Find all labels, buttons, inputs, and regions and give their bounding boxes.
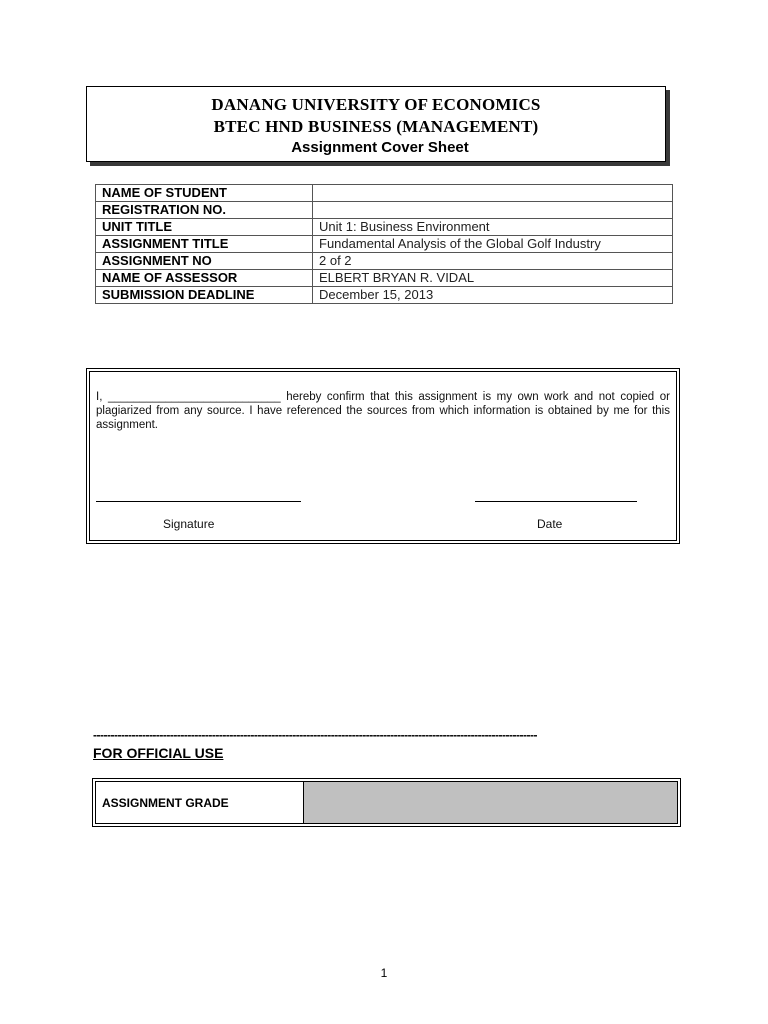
table-row [96, 219, 673, 236]
assessor-label: NAME OF ASSESSOR [96, 270, 313, 287]
page-number: 1 [380, 966, 388, 980]
declaration-text: I, ___________________________ hereby confirm that this assignment is my own work and not copied or plagiarized from any source. I have referenced the sources from which information is obtained by me for this assignment. [96, 391, 670, 431]
student-name-label: NAME OF STUDENT [96, 185, 313, 202]
assignment-title-label: ASSIGNMENT TITLE [96, 236, 313, 253]
info-table [95, 184, 673, 304]
table-row [96, 270, 673, 287]
deadline-label: SUBMISSION DEADLINE [96, 287, 313, 304]
assignment-grade-field[interactable] [304, 782, 677, 823]
university-name: DANANG UNIVERSITY OF ECONOMICS [211, 95, 541, 114]
declaration-inner [89, 371, 677, 541]
grade-box [92, 778, 681, 827]
assignment-grade-label: ASSIGNMENT GRADE [96, 782, 304, 823]
table-row [96, 287, 673, 304]
table-row [96, 185, 673, 202]
table-row [96, 253, 673, 270]
date-line[interactable] [475, 501, 637, 502]
separator-line: ------------------------------------------------------------------------------------------------------------------------------- [93, 728, 538, 742]
unit-title-value: Unit 1: Business Environment [313, 219, 673, 236]
assignment-title-value: Fundamental Analysis of the Global Golf Industry [313, 236, 673, 253]
unit-title-label: UNIT TITLE [96, 219, 313, 236]
assignment-no-label: ASSIGNMENT NO [96, 253, 313, 270]
grade-inner [95, 781, 678, 824]
student-name-field[interactable] [313, 185, 673, 202]
declaration-box [86, 368, 680, 544]
official-use-title: FOR OFFICIAL USE [93, 745, 224, 761]
registration-field[interactable] [313, 202, 673, 219]
deadline-value: December 15, 2013 [313, 287, 673, 304]
sheet-title: Assignment Cover Sheet [291, 139, 469, 156]
table-row [96, 202, 673, 219]
date-label: Date [537, 517, 563, 531]
signature-label: Signature [163, 517, 215, 531]
assignment-no-value: 2 of 2 [313, 253, 673, 270]
registration-label: REGISTRATION NO. [96, 202, 313, 219]
program-name: BTEC HND BUSINESS (MANAGEMENT) [213, 117, 539, 136]
signature-line[interactable] [96, 501, 301, 502]
assessor-value: ELBERT BRYAN R. VIDAL [313, 270, 673, 287]
header-box [86, 86, 666, 162]
table-row [96, 236, 673, 253]
